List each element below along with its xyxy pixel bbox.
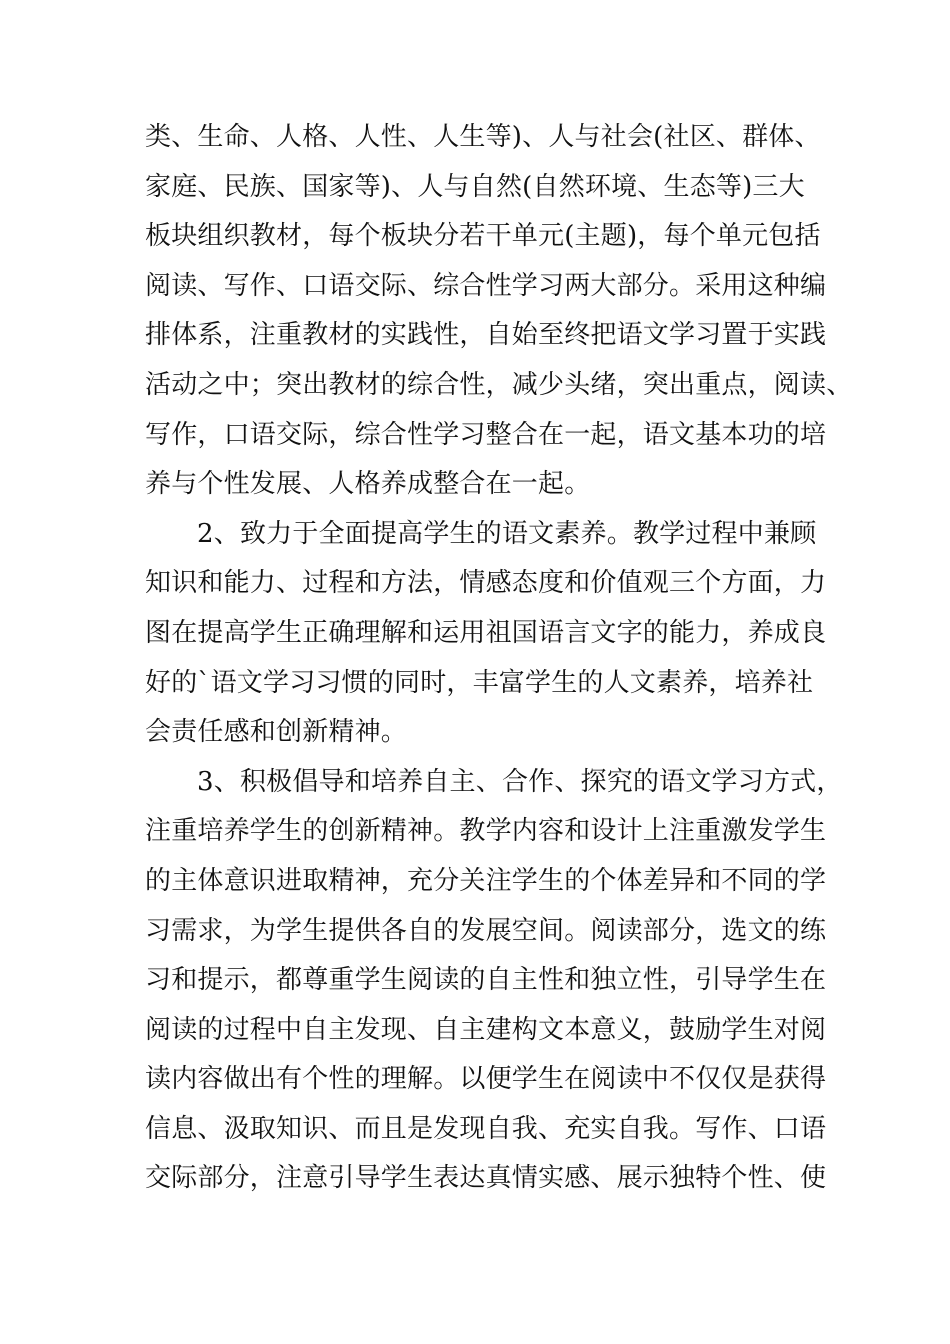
text-line: 的主体意识进取精神，充分关注学生的个体差异和不同的学	[145, 865, 827, 896]
text-line: 读内容做出有个性的理解。以便学生在阅读中不仅仅是获得	[145, 1064, 827, 1095]
text-line: 板块组织教材，每个板块分若干单元(主题)，每个单元包括	[145, 221, 821, 252]
text-line: 注重培养学生的创新精神。教学内容和设计上注重激发学生	[145, 816, 827, 847]
text-line: 习和提示，都尊重学生阅读的自主性和独立性，引导学生在	[145, 965, 827, 996]
text-line: 排体系，注重教材的实践性，自始至终把语文学习置于实践	[145, 320, 827, 351]
text-line: 活动之中；突出教材的综合性，减少头绪，突出重点，阅读、	[145, 369, 853, 400]
text-line: 养与个性发展、人格养成整合在一起。	[145, 469, 591, 500]
paragraph-2-first-line: 2、致力于全面提高学生的语文素养。教学过程中兼顾	[197, 518, 817, 549]
text-line: 习需求，为学生提供各自的发展空间。阅读部分，选文的练	[145, 915, 827, 946]
text-line: 会责任感和创新精神。	[145, 717, 408, 748]
text-line: 阅读的过程中自主发现、自主建构文本意义，鼓励学生对阅	[145, 1014, 827, 1045]
text-line: 知识和能力、过程和方法，情感态度和价值观三个方面，力	[145, 568, 827, 599]
text-line: 信息、汲取知识、而且是发现自我、充实自我。写作、口语	[145, 1113, 827, 1144]
text-line: 写作，口语交际，综合性学习整合在一起，语文基本功的培	[145, 419, 827, 450]
body-text	[145, 113, 853, 1204]
text-line: 图在提高学生正确理解和运用祖国语言文字的能力，养成良	[145, 617, 827, 648]
text-line: 阅读、写作、口语交际、综合性学习两大部分。采用这种编	[145, 270, 827, 301]
paragraph-3-first-line: 3、积极倡导和培养自主、合作、探究的语文学习方式，	[197, 766, 843, 797]
text-line: 家庭、民族、国家等)、人与自然(自然环境、生态等)三大	[145, 171, 805, 202]
text-line: 好的`语文学习习惯的同时，丰富学生的人文素养，培养社	[145, 667, 814, 698]
text-line: 类、生命、人格、人性、人生等)、人与社会(社区、群体、	[145, 122, 821, 152]
text-line: 交际部分，注意引导学生表达真情实感、展示独特个性、使	[145, 1163, 827, 1194]
